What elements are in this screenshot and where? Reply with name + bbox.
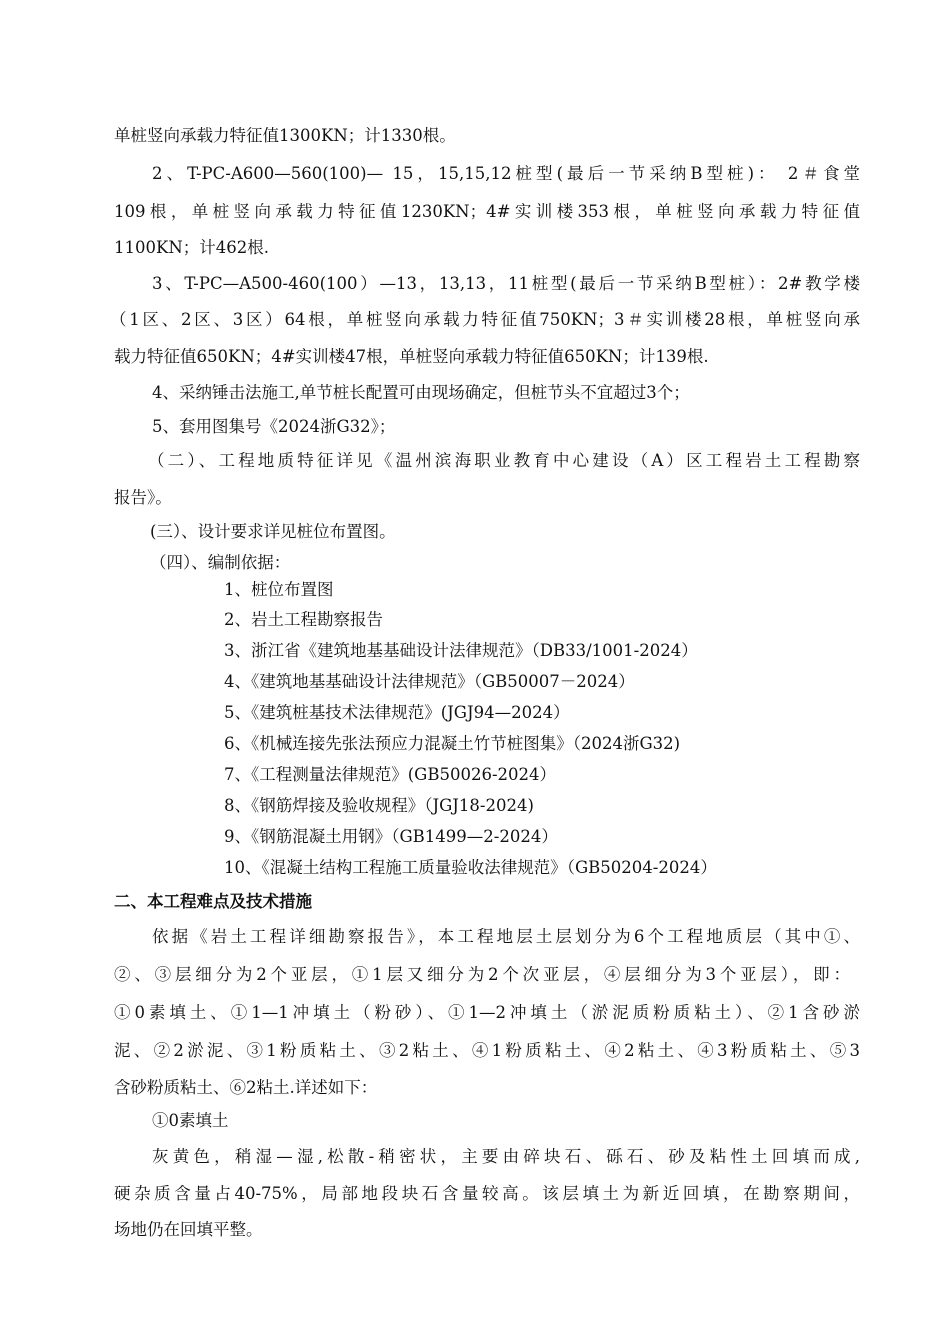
text-line: 硬杂质含量占40-75%，局部地段块石含量较高。该层填土为新近回填，在勘察期间， [114, 1184, 860, 1203]
text-line: 4、采纳锤击法施工,单节桩长配置可由现场确定，但桩节头不宜超过3个； [152, 383, 690, 402]
text-line: 含砂粉质粘土、⑥2粘土.详述如下： [114, 1078, 378, 1097]
text-line: ①0素填土、①1—1冲填土（粉砂）、①1—2冲填土（淤泥质粉质粘土）、②1含砂淤 [114, 1003, 860, 1022]
text-line: 灰黄色，稍湿—湿,松散-稍密状，主要由碎块石、砾石、砂及粘性土回填而成, [152, 1147, 860, 1166]
text-line: 报告》。 [114, 488, 172, 507]
text-line: 3、T-PC—A500-460(100）—13，13,13，11桩型(最后一节采纳B型桩）：2#教学楼 [152, 274, 860, 293]
basis-item: 7、《工程测量法律规范》(GB50026-2024） [224, 765, 557, 784]
text-line: (三）、设计要求详见桩位布置图。 [150, 522, 396, 541]
basis-item: 4、《建筑地基基础设计法律规范》（GB50007－2024） [224, 672, 635, 691]
layer-title: ①0素填土 [152, 1111, 229, 1130]
basis-item: 6、《机械连接先张法预应力混凝土竹节桩图集》（2024浙G32) [224, 734, 681, 753]
basis-item: 10、《混凝土结构工程施工质量验收法律规范》（GB50204-2024） [224, 858, 717, 877]
text-line: 泥、②2淤泥、③1粉质粘土、③2粘土、④1粉质粘土、④2粘土、④3粉质粘土、⑤3 [114, 1041, 860, 1060]
text-line: （二）、工程地质特征详见《温州滨海职业教育中心建设（A）区工程岩土工程勘察 [148, 451, 860, 470]
text-line: 依据《岩土工程详细勘察报告》，本工程地层土层划分为6个工程地质层（其中①、 [152, 927, 860, 946]
text-line: 2、T-PC-A600—560(100)— 15，15,15,12桩型(最后一节采纳B型桩)： 2＃食堂 [152, 164, 860, 183]
text-line: 场地仍在回填平整。 [114, 1220, 263, 1239]
text-line: （四）、编制依据： [150, 553, 291, 572]
text-line: 109根，单桩竖向承载力特征值1230KN；4#实训楼353根，单桩竖向承载力特征值 [114, 202, 860, 221]
basis-item: 5、《建筑桩基技术法律规范》(JGJ94—2024） [224, 703, 570, 722]
text-line: 5、套用图集号《2024浙G32》； [152, 417, 396, 436]
text-line: 单桩竖向承载力特征值1300KN；计1330根。 [114, 126, 456, 145]
basis-item: 3、浙江省《建筑地基基础设计法律规范》（DB33/1001-2024） [224, 641, 698, 660]
text-line: 1100KN；计462根. [114, 238, 269, 257]
text-line: 载力特征值650KN；4#实训楼47根，单桩竖向承载力特征值650KN；计139根. [114, 347, 709, 366]
section-heading: 二、本工程难点及技术措施 [114, 892, 312, 911]
basis-item: 9、《钢筋混凝土用钢》（GB1499—2-2024） [224, 827, 558, 846]
basis-item: 1、桩位布置图 [224, 580, 334, 599]
text-line: （1区、2区、3区）64根，单桩竖向承载力特征值750KN；3＃实训楼28根，单桩竖向承 [110, 310, 860, 329]
basis-item: 8、《钢筋焊接及验收规程》（JGJ18-2024) [224, 796, 534, 815]
text-line: ②、③层细分为2个亚层，①1层又细分为2个次亚层，④层细分为3个亚层），即： [114, 965, 850, 984]
basis-item: 2、岩土工程勘察报告 [224, 610, 383, 629]
